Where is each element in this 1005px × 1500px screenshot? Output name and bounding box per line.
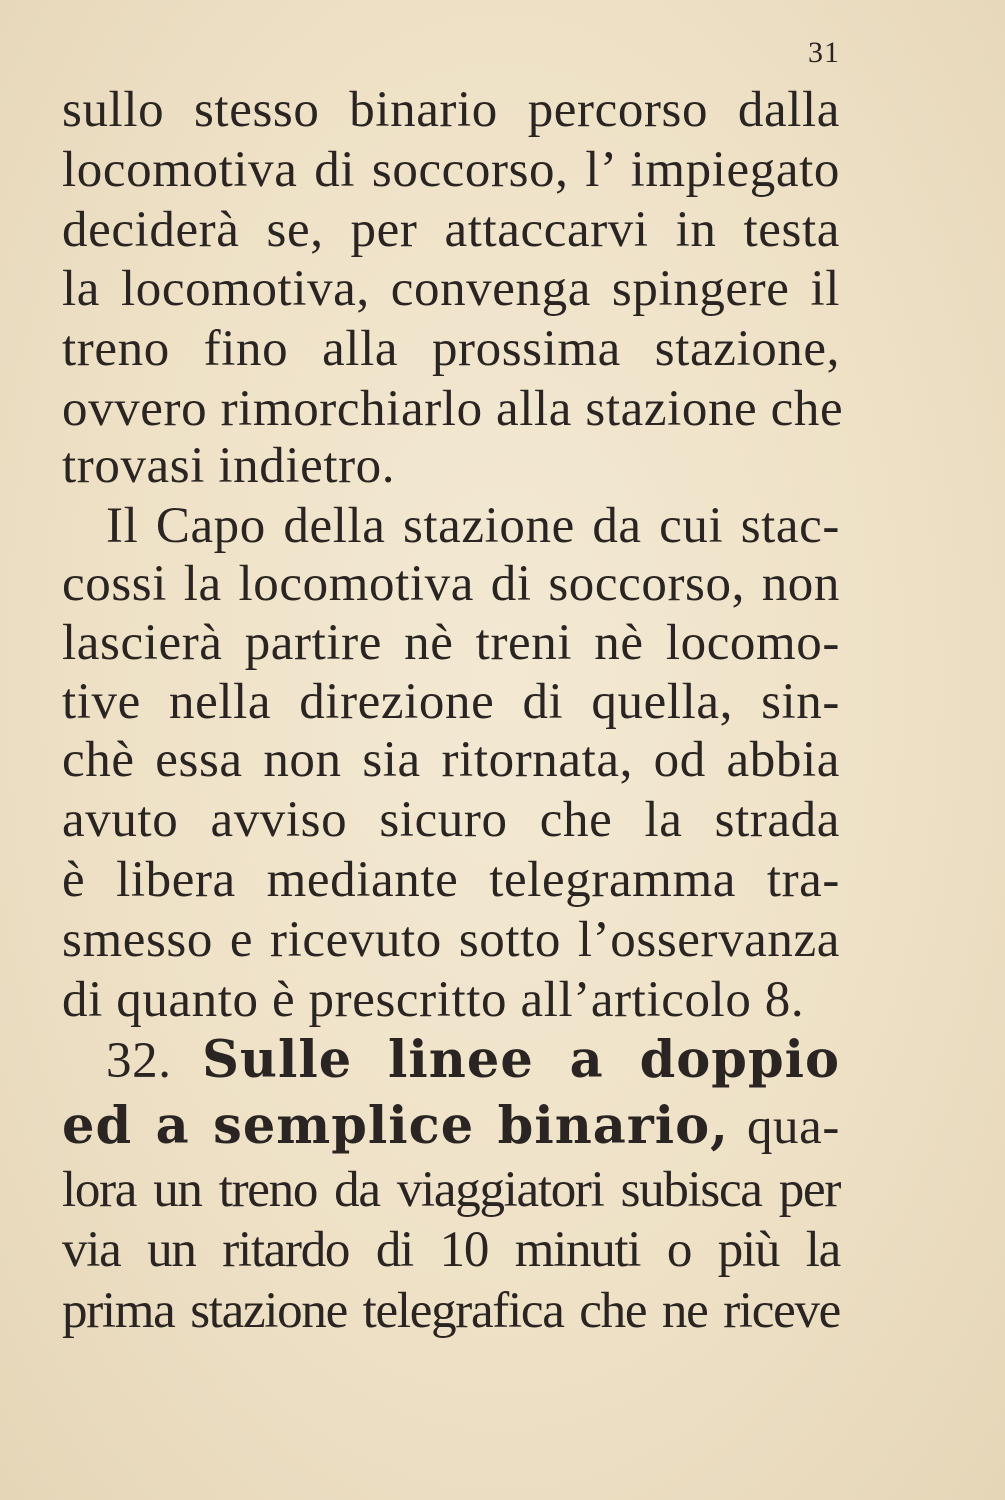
text-line: smesso e ricevuto sotto l’osservanza [62, 912, 840, 968]
text-line: treno fino alla prossima stazione, [62, 321, 840, 377]
section-heading-part2: ed a semplice binario, [62, 1096, 729, 1156]
text-line: locomotiva di soccorso, l’ impiegato [62, 142, 840, 198]
text-line: ovvero rimorchiarlo alla stazione che [62, 381, 844, 437]
section-number: 32. [106, 1033, 172, 1089]
text-line: lora un treno da viaggiatori subisca per [62, 1162, 840, 1218]
text-line: lascierà partire nè treni nè locomo- [62, 615, 840, 671]
text-line: chè essa non sia ritornata, od abbia [62, 732, 840, 788]
text-line: avuto avviso sicuro che la strada [62, 792, 840, 848]
text-line: è libera mediante telegramma tra- [62, 852, 840, 908]
text-line: prima stazione telegrafica che ne riceve [62, 1283, 840, 1339]
text-line: cossi la locomotiva di soccorso, non [62, 556, 840, 612]
text-line: la locomotiva, convenga spingere il [62, 261, 840, 317]
section-continuation: qua- [746, 1099, 840, 1155]
paragraph-first-line: Il Capo della stazione da cui stac- [106, 498, 840, 554]
text-line: via un ritardo di 10 minuti o più la [62, 1222, 840, 1278]
text-line: di quanto è prescritto all’articolo 8. [62, 972, 805, 1028]
text-line: sullo stesso binario percorso dalla [62, 82, 840, 138]
text-line: deciderà se, per attaccarvi in testa [62, 202, 840, 258]
section-heading-line [62, 1096, 840, 1157]
section-heading-line [106, 1030, 840, 1091]
text-line: trovasi indietro. [62, 438, 396, 494]
text-line: tive nella direzione di quella, sin- [62, 674, 840, 730]
section-heading-part1: Sulle linee a doppio [202, 1030, 841, 1090]
page-number: 31 [808, 36, 840, 69]
